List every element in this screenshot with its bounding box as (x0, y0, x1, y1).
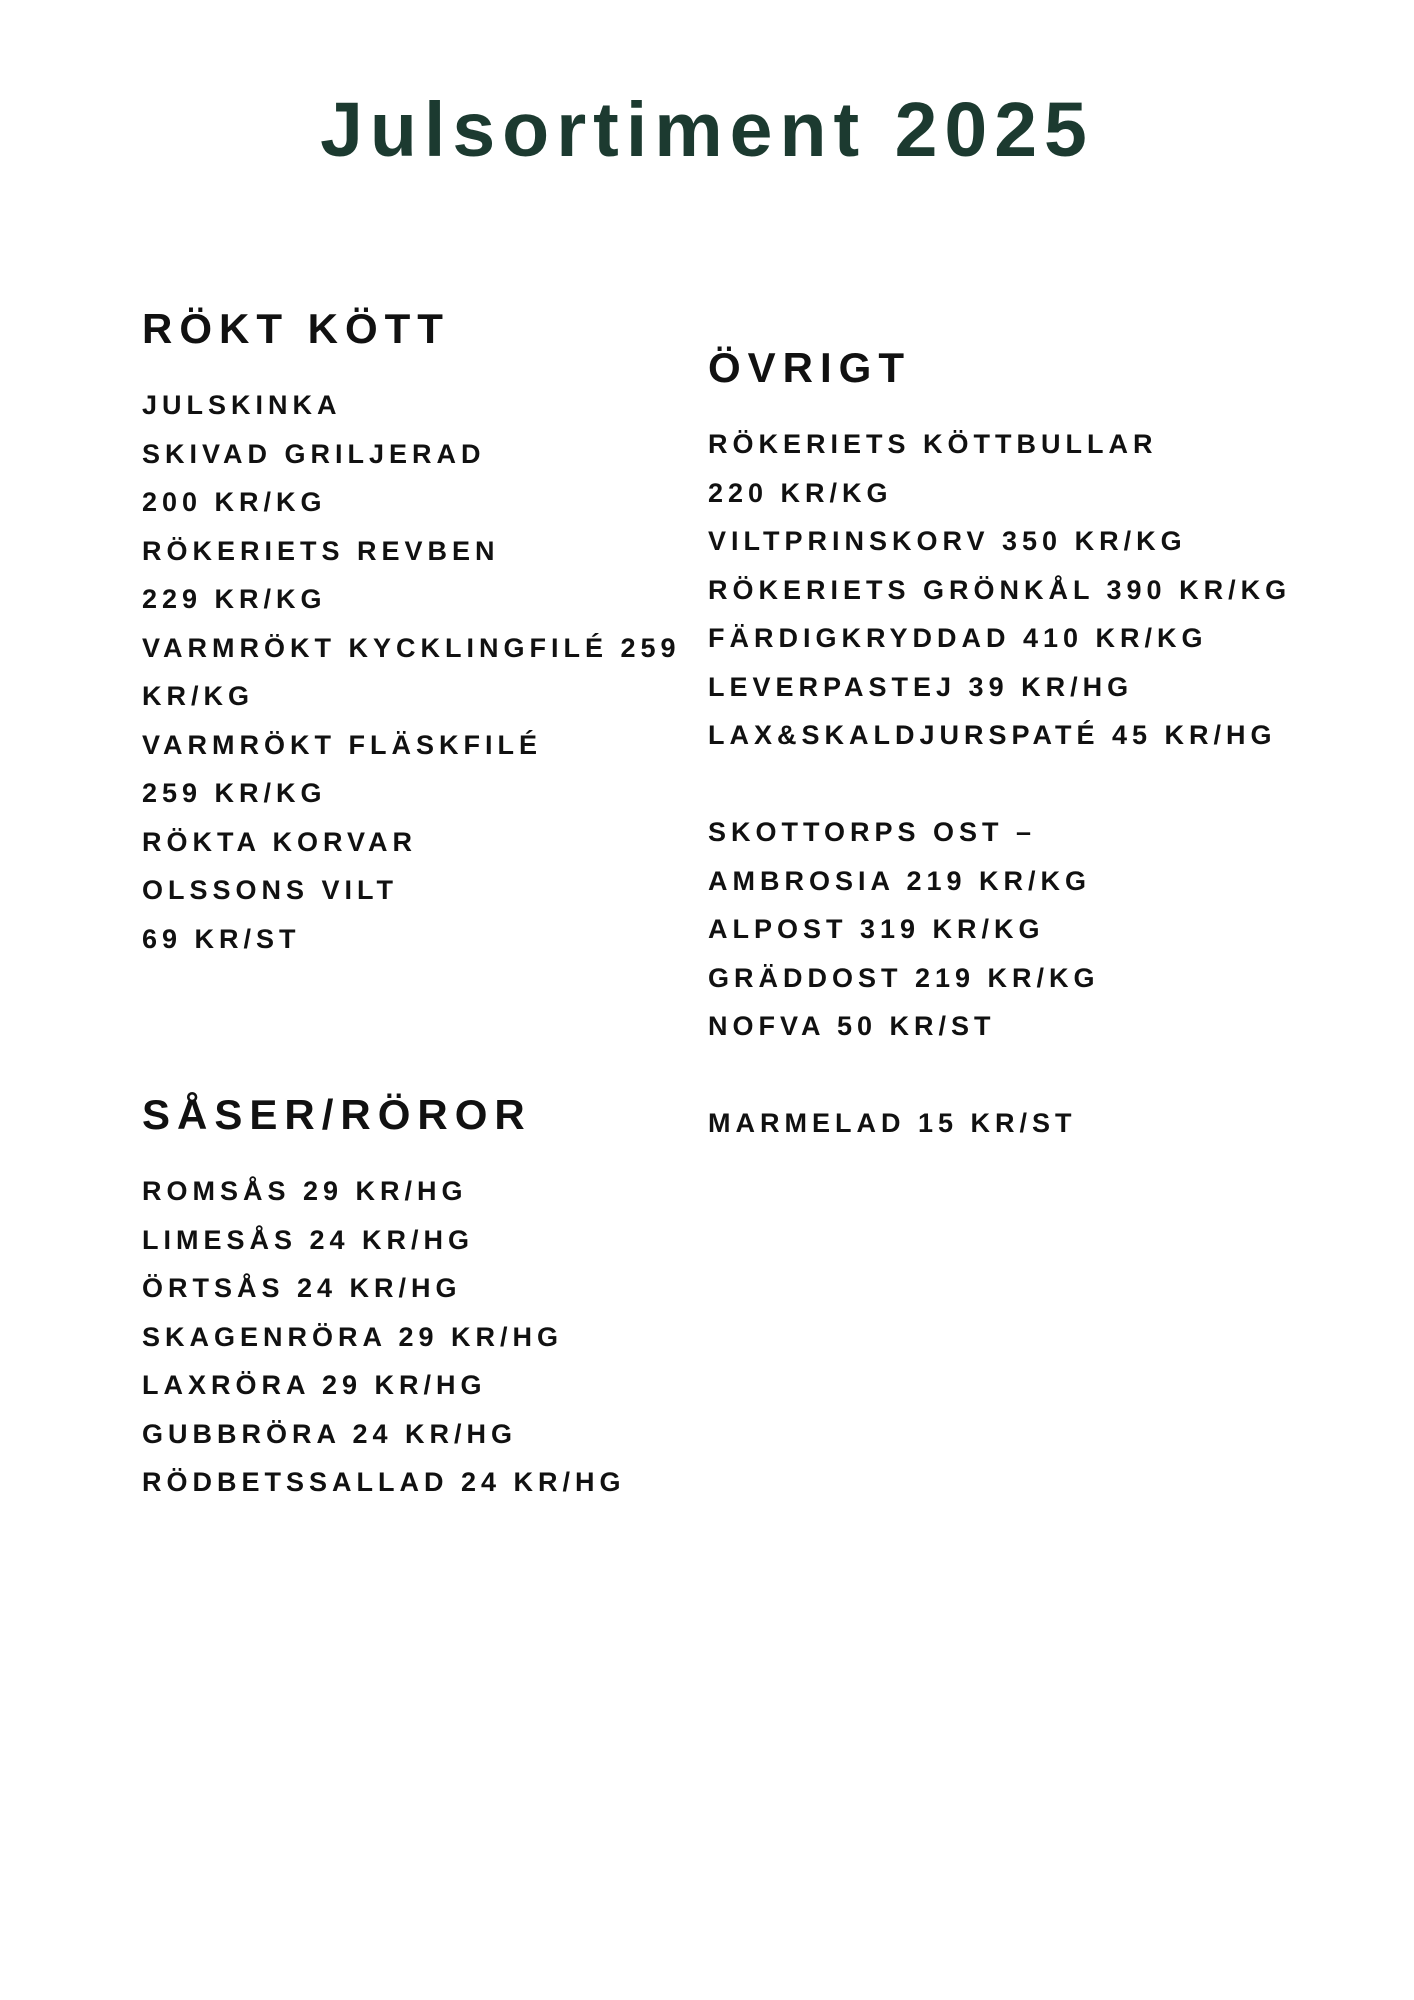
list-item: KR/KG (142, 681, 254, 711)
list-item: SKAGENRÖRA 29 KR/HG (142, 1321, 564, 1352)
list-item: MARMELAD 15 KR/ST (708, 1108, 1077, 1138)
section-heading-rokt-kott: RÖKT KÖTT (142, 305, 450, 352)
list-item: 200 KR/KG (142, 487, 327, 517)
saser-roror-list (142, 1167, 626, 1507)
list-item: VILTPRINSKORV 350 KR/KG (708, 526, 1187, 556)
list-item: VARMRÖKT FLÄSKFILÉ (142, 729, 542, 760)
list-item: SKIVAD GRILJERAD (142, 438, 486, 469)
list-item: RÖKERIETS GRÖNKÅL 390 KR/KG (708, 574, 1292, 605)
ovrigt-list (708, 420, 1291, 1148)
list-item: LIMESÅS 24 KR/HG (142, 1224, 475, 1255)
list-item: 259 KR/KG (142, 778, 327, 808)
list-item: VARMRÖKT KYCKLINGFILÉ 259 (142, 632, 681, 663)
list-item: NOFVA 50 KR/ST (708, 1011, 996, 1041)
list-item: LAXRÖRA 29 KR/HG (142, 1370, 487, 1400)
list-item: JULSKINKA (142, 390, 342, 420)
list-item: LAX&SKALDJURSPATÉ 45 KR/HG (708, 720, 1277, 750)
rokt-kott-list (142, 381, 681, 963)
list-item: OLSSONS VILT (142, 875, 399, 905)
list-item: ALPOST 319 KR/KG (708, 914, 1045, 944)
list-item: 69 KR/ST (142, 923, 301, 954)
list-item: 220 KR/KG (708, 477, 893, 508)
list-spacer (708, 760, 1291, 809)
page-title: Julsortiment 2025 (320, 87, 1094, 173)
section-heading-ovrigt: ÖVRIGT (708, 344, 912, 391)
section-heading-saser-roror: SÅSER/RÖROR (142, 1091, 532, 1138)
list-item: 229 KR/KG (142, 584, 327, 614)
list-item: FÄRDIGKRYDDAD 410 KR/KG (708, 623, 1208, 653)
list-item: GRÄDDOST 219 KR/KG (708, 962, 1100, 993)
list-item: LEVERPASTEJ 39 KR/HG (708, 671, 1134, 702)
list-item: RÖDBETSSALLAD 24 KR/HG (142, 1467, 626, 1497)
list-item: RÖKTA KORVAR (142, 826, 417, 857)
list-item: GUBBRÖRA 24 KR/HG (142, 1418, 518, 1449)
list-spacer (708, 1051, 1291, 1100)
list-item: ÖRTSÅS 24 KR/HG (142, 1273, 462, 1303)
list-item: RÖKERIETS KÖTTBULLAR (708, 429, 1158, 459)
list-item: ROMSÅS 29 KR/HG (142, 1176, 468, 1206)
list-item: RÖKERIETS REVBEN (142, 535, 500, 566)
list-item: AMBROSIA 219 KR/KG (708, 865, 1092, 896)
list-item: SKOTTORPS OST – (708, 817, 1037, 847)
